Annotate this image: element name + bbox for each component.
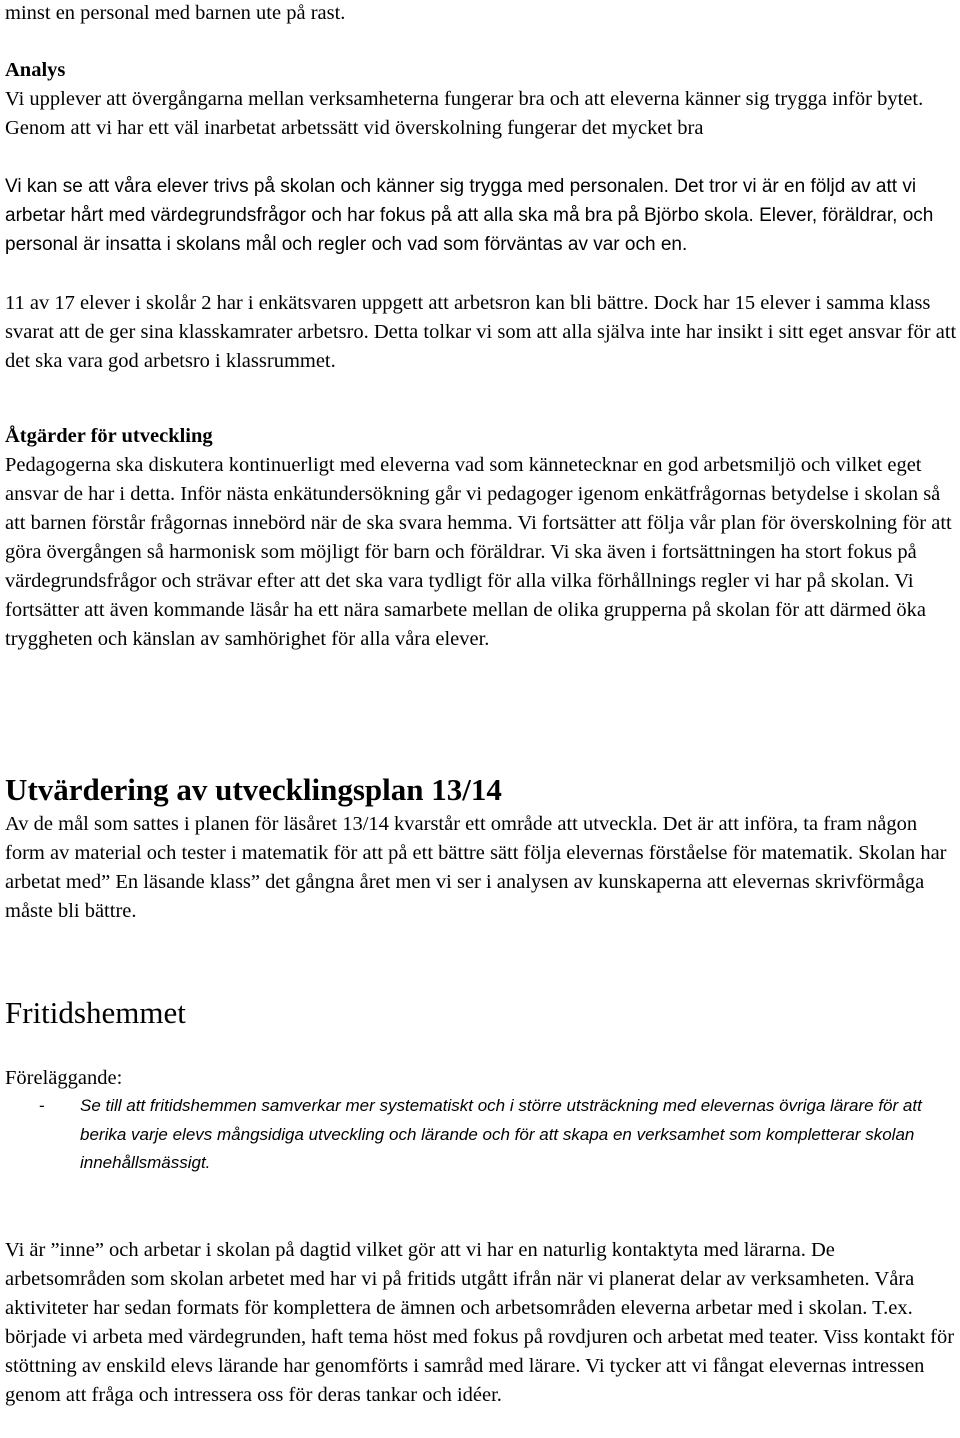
- utvardering-heading: Utvärdering av utvecklingsplan 13/14: [5, 772, 502, 807]
- atgarder-paragraph: Pedagogerna ska diskutera kontinuerligt med eleverna vad som kännetecknar en god arbetsmiljö och vilket eget ansvar de har i detta. Inför nästa enkätundersökning går vi pedagoger igenom enkätfrågornas betydelse i skolan så att barnen förstår frågornas innebörd när de ska svara hemma. Vi fortsätter att följa vår plan för överskolning för att göra övergången så harmonisk som möjligt för barn och föräldrar. Vi ska även i fortsättningen ha stort fokus på värdegrundsfrågor och strävar efter att det ska vara tydligt för alla vilka förhållnings regler vi har på skolan. Vi fortsätter att även kommande läsår ha ett nära samarbete mellan de olika grupperna på skolan för att därmed öka tryggheten och känslan av samhörighet för alla våra elever.: [5, 454, 952, 650]
- analys-paragraph-1: Vi upplever att övergångarna mellan verksamheterna fungerar bra och att eleverna känner sig trygga inför bytet. Genom att vi har ett väl inarbetat arbetssätt vid överskolning fungerar det mycket bra: [5, 88, 924, 139]
- utvardering-paragraph: Av de mål som sattes i planen för läsåret 13/14 kvarstår ett område att utveckla. Det är att införa, ta fram någon form av material och tester i matematik för att på ett bättre sätt följa elevernas förståelse för matematik. Skolan har arbetat med” En läsande klass” det gångna året men vi ser i analysen av kunskaperna att elevernas skrivförmåga måste bli bättre.: [5, 813, 947, 922]
- fritids-heading: Fritidshemmet: [5, 995, 186, 1030]
- analys-heading: Analys: [5, 59, 66, 81]
- bullet-dash: -: [39, 1096, 45, 1115]
- atgarder-heading: Åtgärder för utveckling: [5, 425, 213, 447]
- analys-paragraph-3: 11 av 17 elever i skolår 2 har i enkätsvaren uppgett att arbetsron kan bli bättre. Dock har 15 elever i samma klass svarat att de ger sina klasskamrater arbetsro. Detta tolkar vi som att alla själva inte har insikt i sitt eget ansvar för att det ska vara god arbetsro i klassrummet.: [5, 292, 957, 372]
- forelaggande-label: Föreläggande:: [5, 1067, 123, 1089]
- intro-line: minst en personal med barnen ute på rast.: [5, 2, 346, 24]
- forelaggande-text: Se till att fritidshemmen samverkar mer systematiskt och i större utsträckning med elevernas övriga lärare för att berika varje elevs mångsidiga utveckling och lärande och för att skapa en verksamhet som kompletterar skolan innehållsmässigt.: [80, 1096, 922, 1172]
- analys-paragraph-2: Vi kan se att våra elever trivs på skolan och känner sig trygga med personalen. Det tror vi är en följd av att vi arbetar hårt med värdegrundsfrågor och har fokus på att alla ska må bra på Björbo skola. Elever, föräldrar, och personal är insatta i skolans mål och regler och vad som förväntas av var och en.: [5, 176, 934, 255]
- fritids-paragraph: Vi är ”inne” och arbetar i skolan på dagtid vilket gör att vi har en naturlig kontaktyta med lärarna. De arbetsområden som skolan arbetet med har vi på fritids utgått ifrån när vi planerat delar av verksamheten. Våra aktiviteter har sedan formats för komplettera de ämnen och arbetsområden eleverna arbetar med i skolan. T.ex. började vi arbeta med värdegrunden, haft tema höst med fokus på rovdjuren och arbetat med teater. Viss kontakt för stöttning av enskild elevs lärande har genomförts i samråd med lärare. Vi tycker att vi fångat elevernas intressen genom att fråga och intressera oss för deras tankar och idéer.: [5, 1239, 955, 1406]
